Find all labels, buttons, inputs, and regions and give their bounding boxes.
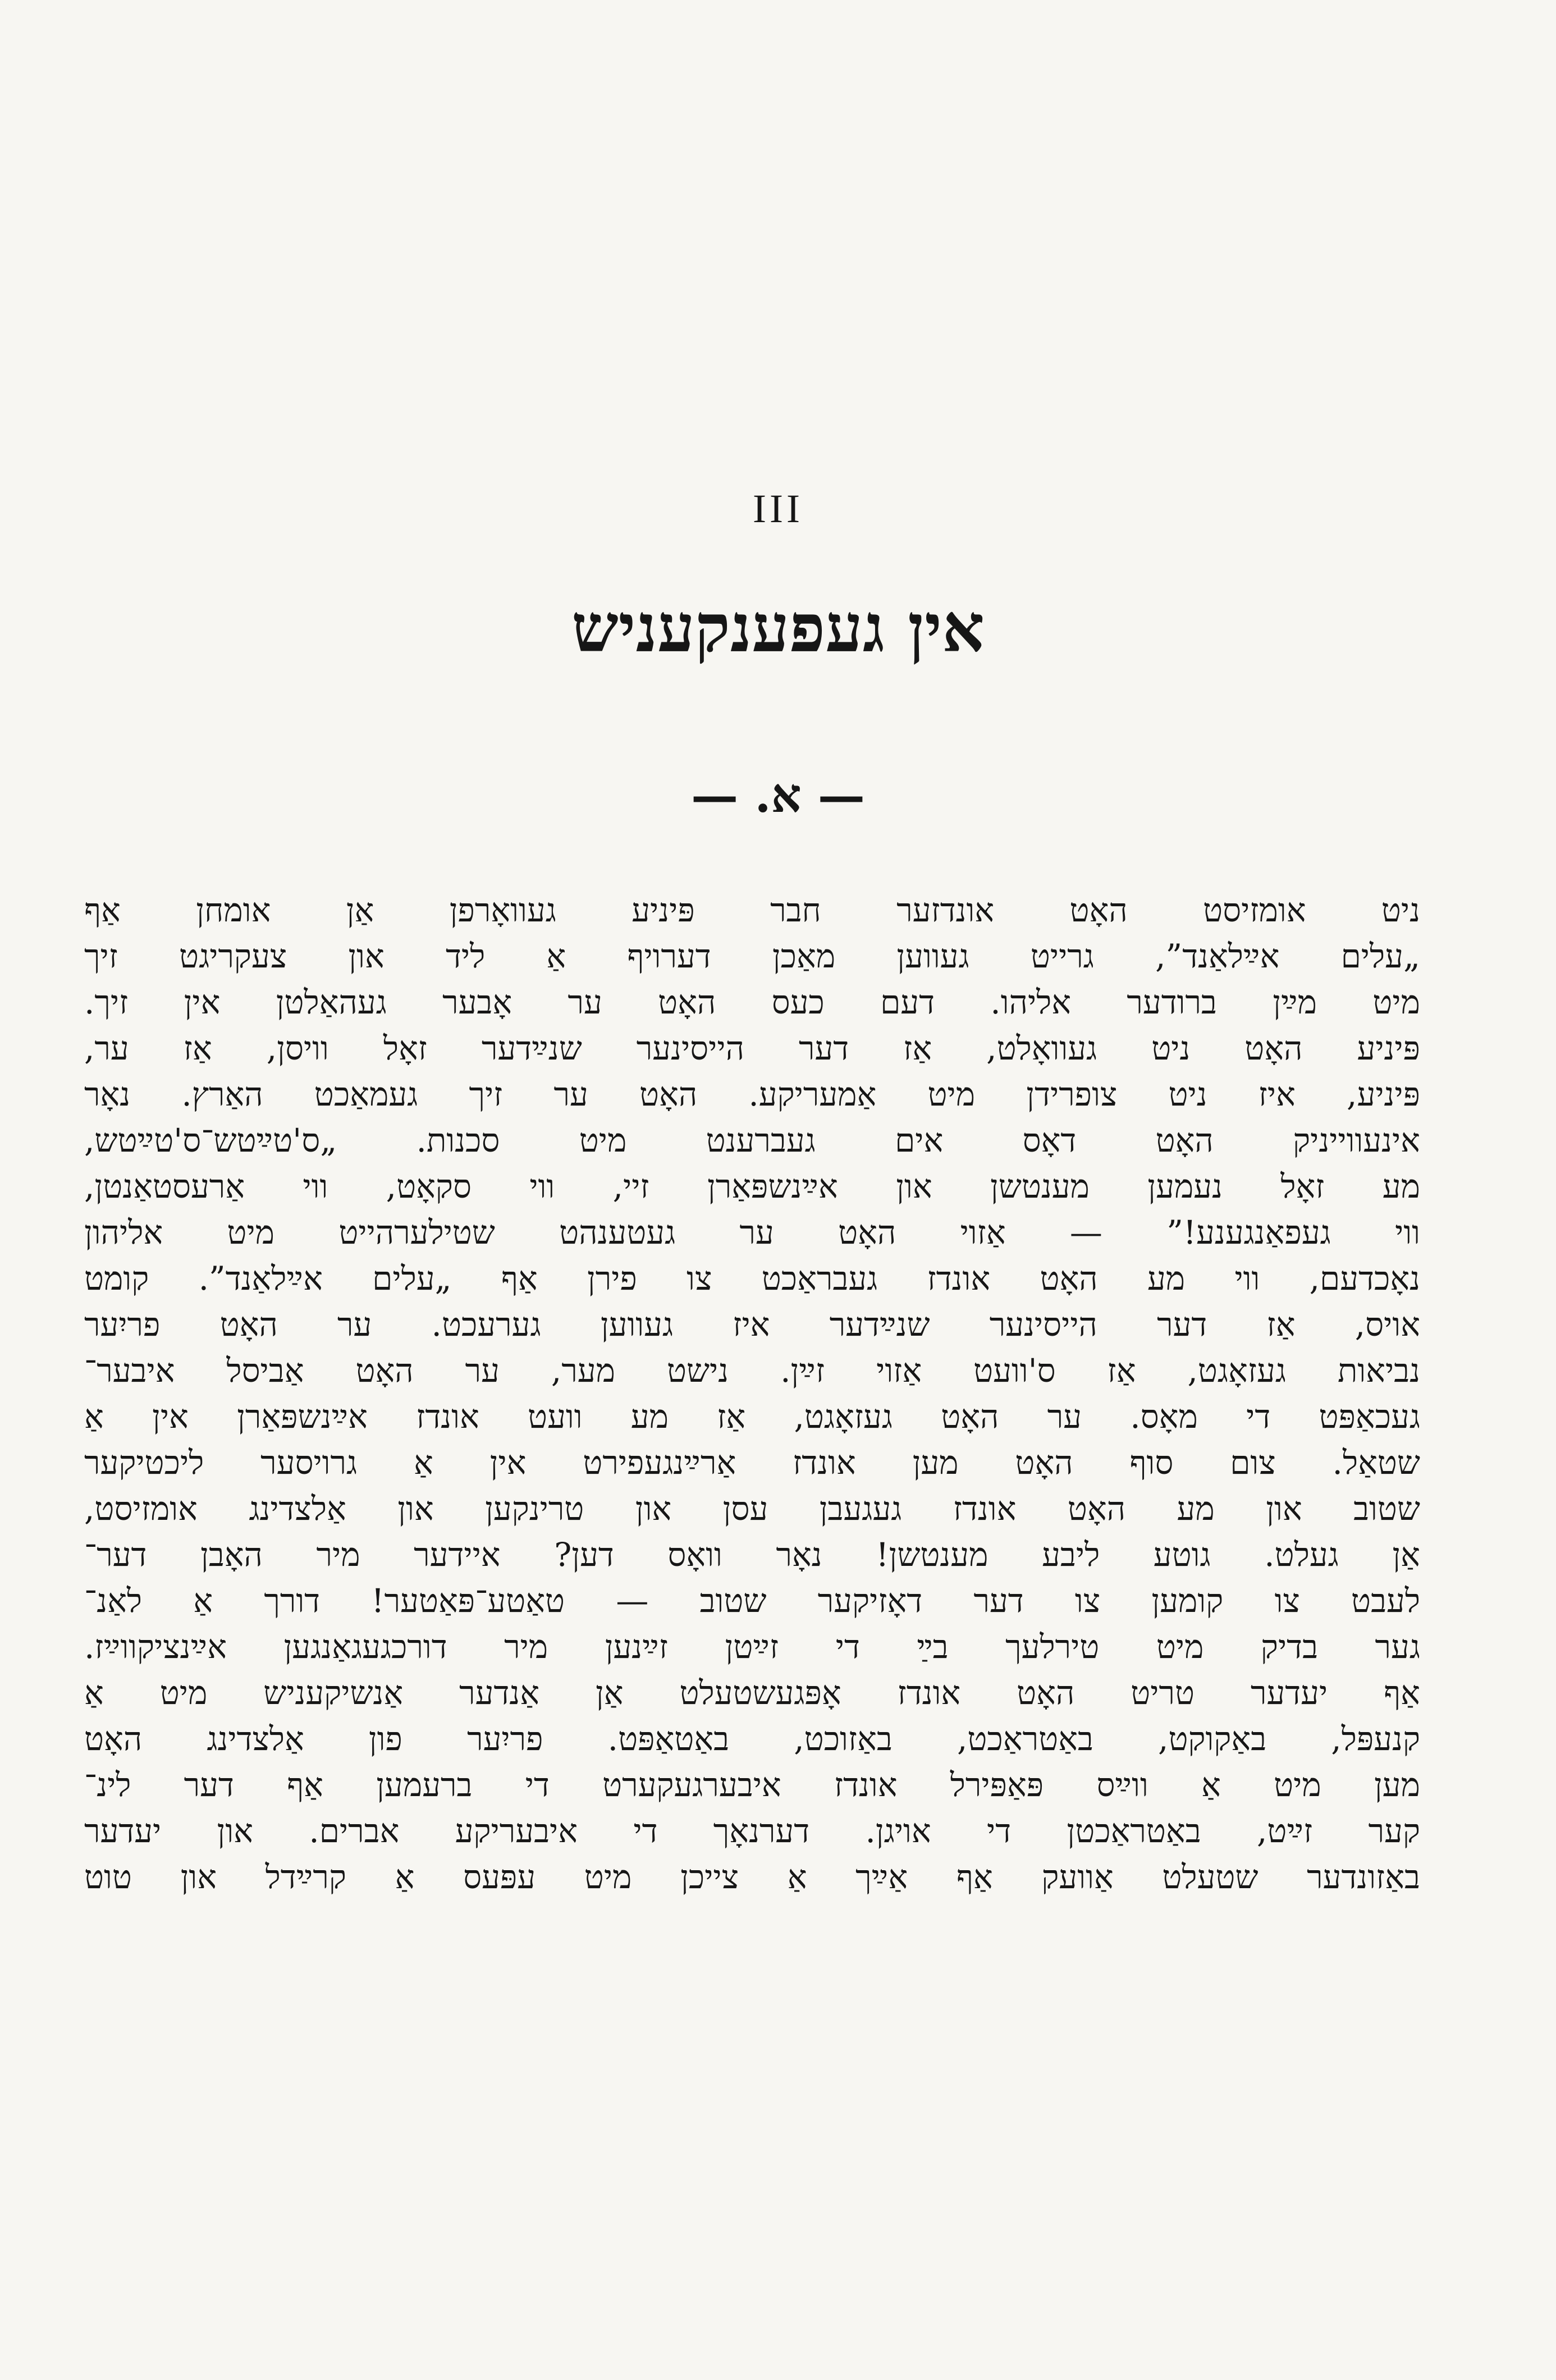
text-line: פּיניע, איז ניט צופרידן מיט אַמעריקע. האָט ער זיך געמאַכט האַרץ. נאָר bbox=[84, 1075, 1420, 1113]
text-line: אַף יעדער טריט האָט אונדז אָפּגעשטעלט אַן אַנדער אַנשיקעניש מיט אַ bbox=[84, 1674, 1420, 1712]
section-marker: — א. — bbox=[691, 768, 865, 823]
text-line: שטאַל. צום סוף האָט מען אונדז אַרײַנגעפירט אין אַ גרויסער ליכטיקער bbox=[84, 1443, 1420, 1482]
text-line: באַזונדער שטעלט אַוועק אַף אַײַך אַ צייכן מיט עפּעס אַ קרײַדל און טוט bbox=[84, 1858, 1420, 1896]
text-line: אינעווייניק האָט דאָס אים געברענט מיט סכנות. „ס'טײַטש־ס'טײַטש, bbox=[84, 1121, 1420, 1159]
text-line: לעבט צו קומען צו דער דאָזיקער שטוב — טאַטע־פּאַטער! דורך אַ לאַנ־ bbox=[84, 1582, 1420, 1620]
text-line: אויס, אַז דער הייסינער שנײַדער איז געווען גערעכט. ער האָט פריִער bbox=[84, 1305, 1420, 1344]
text-line: גער בדיק מיט טירלעך בײַ די זײַטן זײַנען מיר דורכגעגאַנגען אײַנציקווײַז. bbox=[84, 1628, 1420, 1666]
text-line: קנעפּל, באַקוקט, באַטראַכט, באַזוכט, באַטאַפּט. פריִער פון אַלצדינג האָט bbox=[84, 1720, 1420, 1758]
text-line: מען מיט אַ ווײַס פּאַפּירל אונדז איבערגעקערט די ברעמען אַף דער לינ־ bbox=[84, 1766, 1420, 1804]
text-line: נביאות געזאָגט, אַז ס'וועט אַזוי זײַן. נישט מער, ער האָט אַביסל איבער־ bbox=[84, 1351, 1420, 1390]
text-line: שטוב און מע האָט אונדז געגעבן עסן און טרינקען און אַלצדינג אומזיסט, bbox=[84, 1490, 1420, 1528]
text-line: מיט מײַן ברודער אליהו. דעם כעס האָט ער אָבער געהאַלטן אין זיך. bbox=[84, 983, 1420, 1021]
chapter-title: אין געפענקעניש bbox=[571, 589, 985, 667]
text-line: נאָכדעם, ווי מע האָט אונדז געבראַכט צו פירן אַף „עלים אײַלאַנד”. קומט bbox=[84, 1259, 1420, 1298]
chapter-number: III bbox=[753, 486, 803, 531]
body-text bbox=[84, 887, 1420, 1900]
text-line: קער זײַט, באַטראַכטן די אויגן. דערנאָך די איבעריקע אברים. און יעדער bbox=[84, 1812, 1420, 1850]
text-line: ווי געפאַנגענע!” — אַזוי האָט ער געטענהט שטילערהייט מיט אליהון bbox=[84, 1213, 1420, 1251]
text-line: פּיניע האָט ניט געוואָלט, אַז דער הייסינער שנײַדער זאָל וויסן, אַז ער, bbox=[84, 1029, 1420, 1067]
text-line: ניט אומזיסט האָט אונדזער חבר פּיניע געוואָרפן אַן אומחן אַף bbox=[84, 891, 1420, 929]
text-line: „עלים אײַלאַנד”, גרייט געווען מאַכן דערויף אַ ליד און צעקריגט זיך bbox=[84, 937, 1420, 975]
text-line: אַן געלט. גוטע ליבע מענטשן! נאָר וואָס דען? איידער מיר האָבן דער־ bbox=[84, 1536, 1420, 1574]
text-line: מע זאָל נעמען מענטשן און אײַנשפּאַרן זיי, ווי סקאָט, ווי אַרעסטאַנטן, bbox=[84, 1167, 1420, 1205]
text-line: געכאַפּט די מאָס. ער האָט געזאָגט, אַז מע וועט אונדז אײַנשפּאַרן אין אַ bbox=[84, 1397, 1420, 1436]
